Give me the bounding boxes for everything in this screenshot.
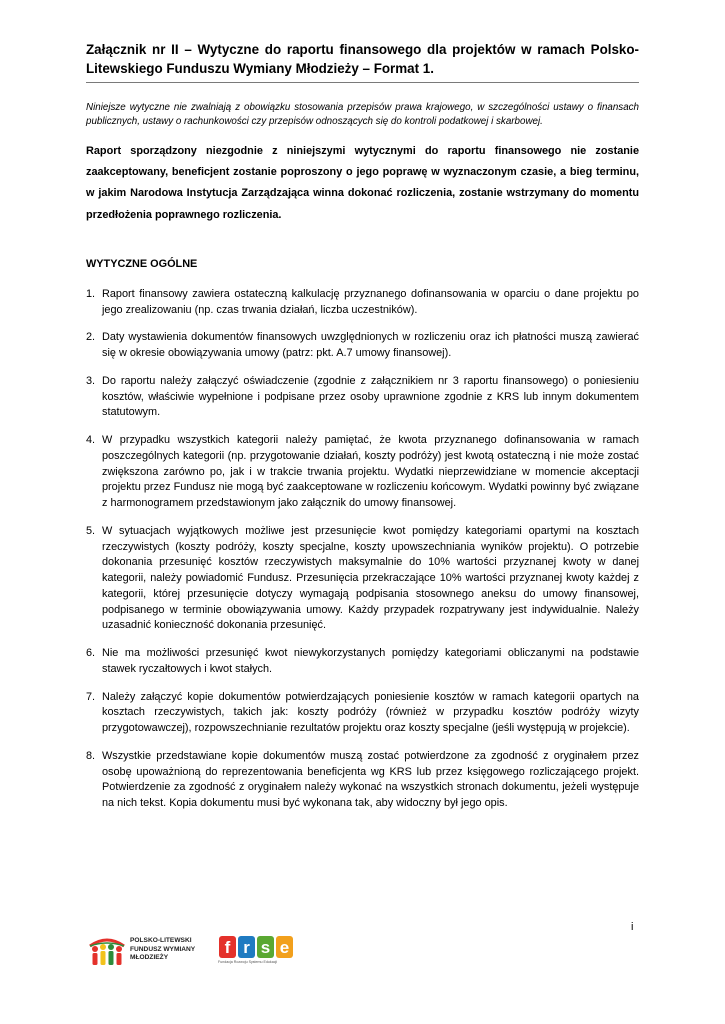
guideline-item [86,749,639,812]
fund-name: POLSKO-LITEWSKI FUNDUSZ WYMIANY MŁODZIEŻY [130,937,196,962]
guideline-number: 3. [86,375,96,387]
section-heading: WYTYCZNE OGÓLNE [86,257,198,270]
guideline-text: Do raportu należy załączyć oświadczenie (zgodnie z załącznikiem nr 3 raportu finansowego) o poniesieniu kosztów, właściwie wypełnione i podpisane przez osoby uprawnione zgodnie z KRS lub innym dokumentem statutowym. [102,375,639,419]
footer-logos [86,932,306,972]
guideline-item [86,374,639,421]
document-page [86,40,639,824]
guideline-text: W sytuacjach wyjątkowych możliwe jest przesunięcie kwot pomiędzy kategoriami opartymi na kosztach rzeczywistych (koszty podróży, koszty specjalne, koszty upowszechniania wyników projektu). O potrzebie dokonania przesunięć kosztów rzeczywistych maksymalnie do 10% wartości przyznanej kwoty w danej kategorii, należy powiadomić Fundusz. Przesunięcia przekraczające 10% wartości przyznanej kwoty każdej z kategorii, której przesunięcie dotyczy wymagają podpisania stosownego aneksu do umowy finansowej, podpisanego w terminie obowiązywania umowy. Każdy przypadek rozpatrywany jest indywidualnie. Należy uzasadnić konieczność dokonania przesunięć. [102,525,639,632]
guideline-number: 7. [86,690,96,703]
svg-text:s: s [260,938,271,957]
rejection-warning: Raport sporządzony niezgodnie z niniejszymi wytycznymi do raportu finansowego nie zostanie zaakceptowany, beneficjent zostanie poproszony o jego poprawę w wyznaczonym czasie, a bieg terminu, w jakim Narodowa Instytucja Zarządzająca winna dokonać rozliczenia, zostanie wstrzymany do momentu przedłożenia poprawnego rozliczenia. [86,145,639,221]
youth-figures-icon [86,932,128,968]
guideline-text: Raport finansowy zawiera ostateczną kalkulację przyznanego dofinansowania w oparciu o dane projektu po jego zrealizowaniu (np. czas trwania działań, liczba uczestników). [102,287,639,316]
frse-logo [218,934,298,970]
guideline-number: 6. [86,647,96,660]
guideline-number: 2. [86,331,96,344]
svg-text:f: f [224,938,231,957]
frse-caption: Fundacja Rozwoju Systemu Edukacji [218,960,278,964]
guideline-item [86,433,639,512]
guideline-item [86,287,639,318]
guideline-number: 5. [86,525,96,537]
document-title: Załącznik nr II – Wytyczne do raportu finansowego dla projektów w ramach Polsko-Litewskiego Funduszu Wymiany Młodzieży – Format 1. [86,40,639,83]
guideline-number: 8. [86,750,96,762]
guideline-item [86,330,639,361]
guideline-text: Nie ma możliwości przesunięć kwot niewykorzystanych pomiędzy kategoriami obliczanymi na podstawie stawek ryczałtowych i kwot stałych. [102,647,639,675]
guideline-text: W przypadku wszystkich kategorii należy pamiętać, że kwota przyznanego dofinansowania w ramach poszczególnych kategorii (np. przygotowanie działań, koszty podróży) jest kwotą ostateczną i nie może zostać zwiększona zarówno po, jak i w trakcie trwania projektu. Wydatki nieprzewidziane w momencie akceptacji projektu przez Fundusz nie mogą być zaakceptowane w rozliczeniu końcowym. Wydatki powinny być związane z harmonogramem przedstawionym jako załącznik do umowy finansowej. [102,434,639,510]
polish-lithuanian-fund-logo [86,932,201,970]
guideline-item [86,646,639,677]
guideline-number: 4. [86,434,96,447]
guideline-item [86,690,639,737]
guidelines-list [86,287,639,812]
frse-wordmark-icon [218,934,298,960]
page-number: i [631,921,634,933]
svg-text:e: e [279,938,290,957]
guideline-text: Daty wystawienia dokumentów finansowych uwzględnionych w rozliczeniu oraz ich płatności muszą zawierać się w okresie obowiązywania umowy (patrz: pkt. A.7 umowy finansowej). [102,331,639,360]
guideline-number: 1. [86,287,96,300]
guideline-item [86,524,639,634]
guideline-text: Wszystkie przedstawiane kopie dokumentów muszą zostać potwierdzone za zgodność z oryginałem przez osobę upoważnioną do reprezentowania beneficjenta wg KRS lub przez księgowego rozliczającego projekt. Potwierdzenie za zgodność z oryginałem należy wykonać na wszystkich stronach dokumentu, jeżeli występuje na nich tekst. Kopia dokumentu musi być wykonana tak, aby widoczny był jego opis. [102,750,639,810]
legal-disclaimer: Niniejsze wytyczne nie zwalniają z obowiązku stosowania przepisów prawa krajowego, w szczególności ustawy o finansach publicznych, ustawy o rachunkowości czy przepisów odnoszących się do kontroli podatkowej i skarbowej. [86,102,639,127]
guideline-text: Należy załączyć kopie dokumentów potwierdzających poniesienie kosztów w ramach kategorii opartych na kosztach rzeczywistych, takich jak: koszty podróży (również w przypadku kosztów podróży wizyty przygotowawczej), rozpowszechnianie rezultatów projektu oraz koszty specjalne (jeśli występują w projekcie). [102,690,639,735]
svg-text:r: r [243,938,250,957]
